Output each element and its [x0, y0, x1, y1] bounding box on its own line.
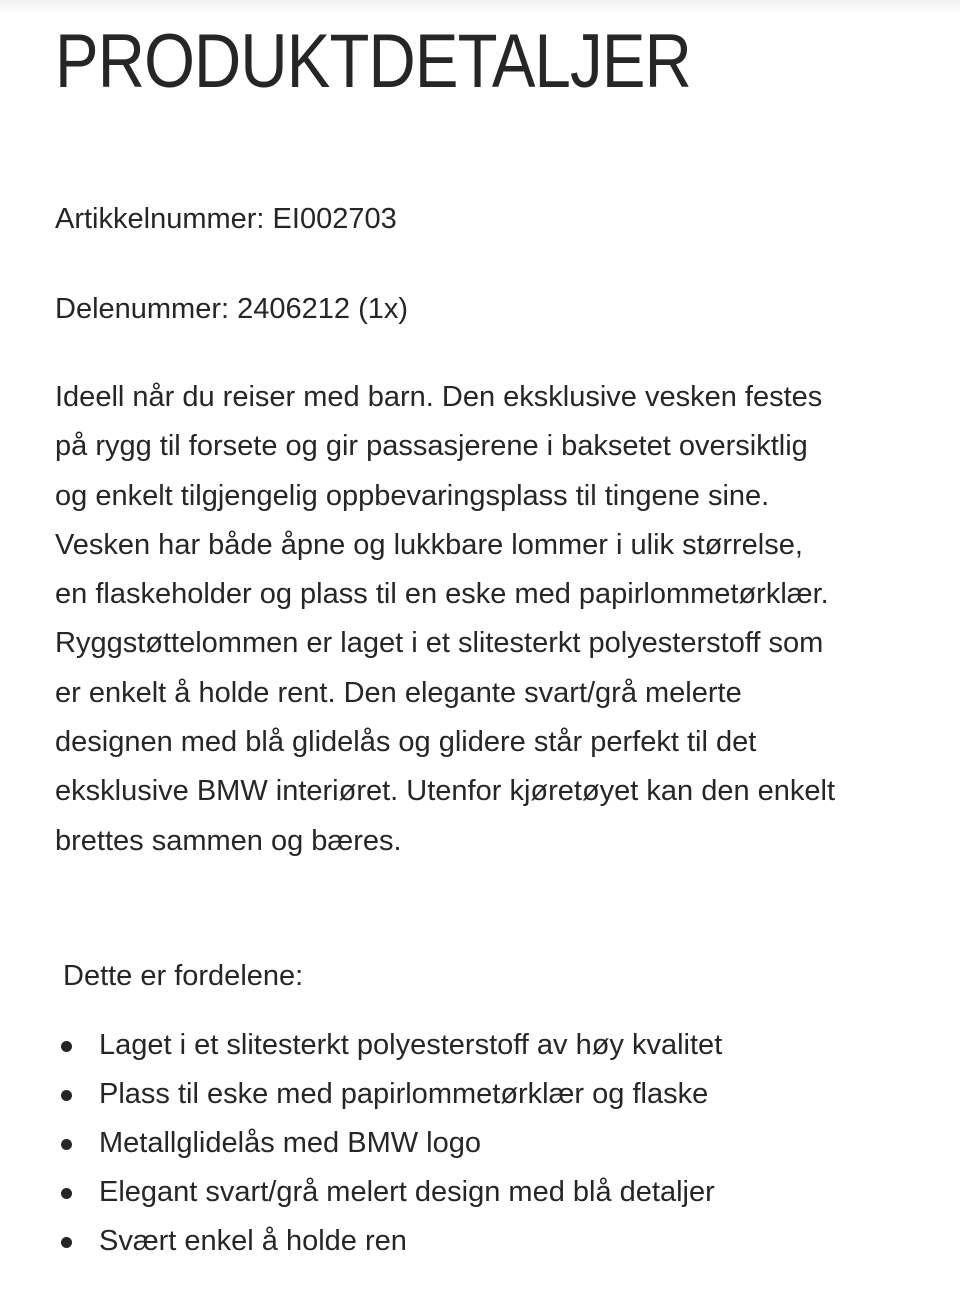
list-item: [55, 1119, 722, 1168]
page-title: PRODUKTDETALJER: [55, 19, 691, 104]
bullet-icon: [61, 1188, 72, 1199]
description-line: Ideell når du reiser med barn. Den eksklusive vesken festes: [55, 381, 823, 413]
description-line: en flaskeholder og plass til en eske med papirlommetørklær.: [55, 578, 829, 611]
benefit-text: Laget i et slitesterkt polyesterstoff av høy kvalitet: [99, 1029, 723, 1061]
bullet-icon: [61, 1041, 72, 1052]
description-line: er enkelt å holde rent. Den elegante svart/grå melerte: [55, 676, 742, 709]
article-number: Artikkelnummer: EI002703: [55, 203, 397, 235]
benefit-text: Svært enkel å holde ren: [99, 1225, 407, 1257]
benefit-text: Elegant svart/grå melert design med blå detaljer: [99, 1176, 715, 1208]
list-item: [55, 1217, 722, 1266]
description-line: Ryggstøttelommen er laget i et slitesterkt polyesterstoff som: [55, 627, 824, 660]
benefits-heading: Dette er fordelene:: [63, 960, 304, 992]
description-line: brettes sammen og bæres.: [55, 824, 402, 857]
benefit-text: Metallglidelås med BMW logo: [99, 1127, 481, 1159]
description-line: Vesken har både åpne og lukkbare lommer i ulik størrelse,: [55, 528, 803, 561]
description-line: eksklusive BMW interiøret. Utenfor kjøretøyet kan den enkelt: [55, 775, 836, 808]
top-shade: [0, 0, 960, 14]
part-number: Delenummer: 2406212 (1x): [55, 293, 409, 325]
list-item: [55, 1070, 722, 1119]
benefits-list: [55, 1021, 722, 1266]
description-line: designen med blå glidelås og glidere står perfekt til det: [55, 726, 757, 759]
list-item: [55, 1021, 722, 1070]
list-item: [55, 1168, 722, 1217]
description-line: på rygg til forsete og gir passasjerene i baksetet oversiktlig: [55, 430, 808, 463]
bullet-icon: [61, 1237, 72, 1248]
benefit-text: Plass til eske med papirlommetørklær og flaske: [99, 1078, 709, 1110]
bullet-icon: [61, 1090, 72, 1101]
bullet-icon: [61, 1139, 72, 1150]
description-line: og enkelt tilgjengelig oppbevaringsplass til tingene sine.: [55, 479, 770, 512]
product-description: [55, 373, 915, 866]
